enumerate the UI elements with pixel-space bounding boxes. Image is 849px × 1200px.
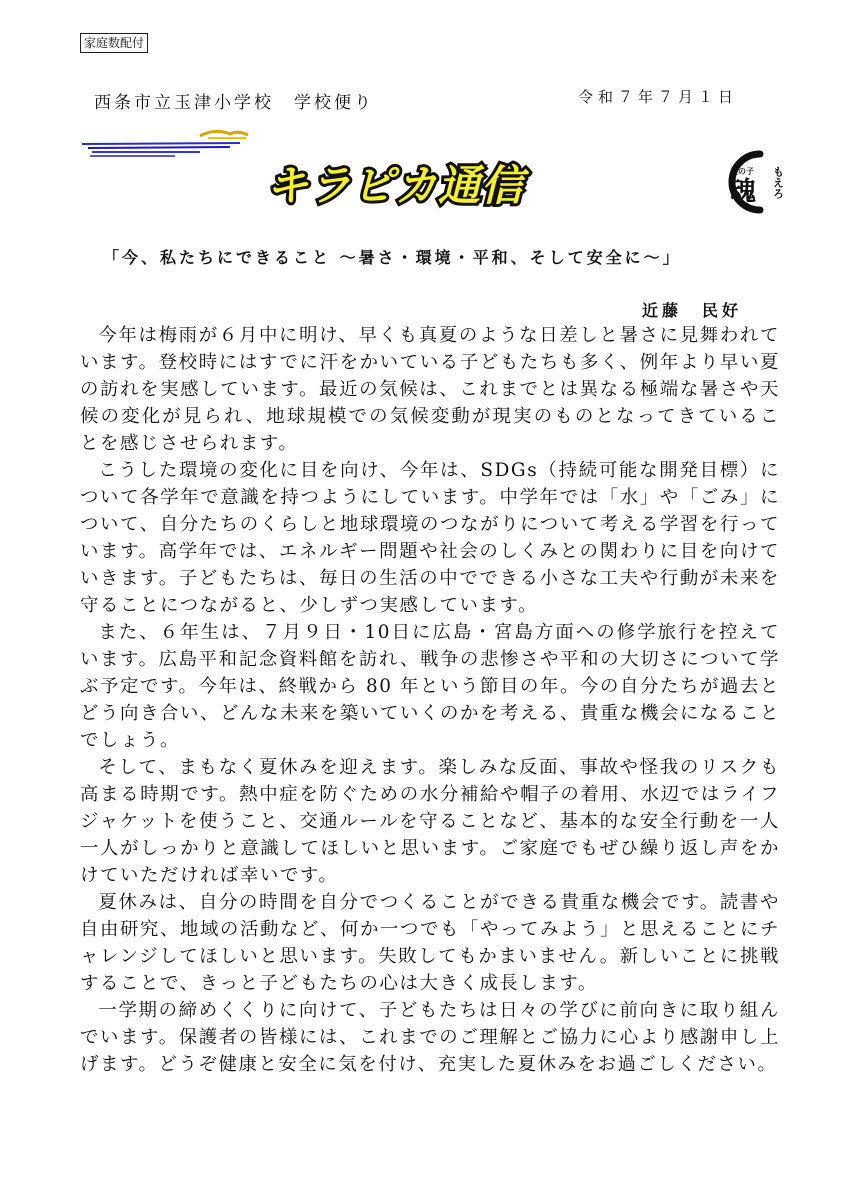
- logo-vertical-text: もえろ: [771, 166, 785, 199]
- article-headline: 「今、私たちにできること ～暑さ・環境・平和、そして安全に～」: [103, 248, 682, 267]
- school-logo: [716, 148, 792, 216]
- paragraph: また、６年生は、７月９日・10日に広島・宮島方面への修学旅行を控えています。広島平和記念資料館を訪れ、戦争の悲惨さや平和の大切さについて学ぶ予定です。今年は、終戦から 80 年という節目の年。今の自分たちが過去とどう向き合い、どんな未来を築いていくのかを考える、貴重な機会になることでしょう。: [80, 622, 780, 751]
- paragraph: 今年は梅雨が６月中に明け、早くも真夏のような日差しと暑さに見舞われています。登校時にはすでに汗をかいている子どもたちも多く、例年より早い夏の訪れを実感しています。最近の気候は、これまでとは異なる極端な暑さや天候の変化が見られ、地球規模での気候変動が現実のものとなってきていることを感じさせられます。: [80, 325, 780, 454]
- logo-sub-text: 玉の子: [730, 166, 754, 176]
- paragraph: そして、まもなく夏休みを迎えます。楽しみな反面、事故や怪我のリスクも高まる時期です。熱中症を防ぐための水分補給や帽子の着用、水辺ではライフジャケットを使うこと、交通ルールを守ることなど、基本的な安全行動を一人一人がしっかりと意識してほしいと思います。ご家庭でもぜひ繰り返し声をかけていただければ幸いです。: [80, 757, 780, 886]
- issue-date: 令和７年７月１日: [578, 88, 739, 106]
- distribution-tag: 家庭数配付: [80, 33, 148, 53]
- article-body: [80, 322, 780, 1078]
- school-name: 西条市立玉津小学校 学校便り: [94, 93, 374, 113]
- article-author: 近藤 民好: [642, 301, 743, 320]
- paragraph: 夏休みは、自分の時間を自分でつくることができる貴重な機会です。読書や自由研究、地域の活動など、何か一つでも「やってみよう」と思えることにチャレンジしてほしいと思います。失敗してもかまいません。新しいことに挑戦することで、きっと子どもたちの心は大きく成長します。: [80, 892, 780, 994]
- paragraph: こうした環境の変化に目を向け、今年は、SDGs（持続可能な開発目標）について各学年で意識を持つようにしています。中学年では「水」や「ごみ」について、自分たちのくらしと地球環境のつながりについて考える学習を行っています。高学年では、エネルギー問題や社会のしくみとの関わりに目を向けていきます。子どもたちは、毎日の生活の中でできる小さな工夫や行動が未来を守ることにつながると、少しずつ実感しています。: [80, 460, 780, 616]
- newsletter-title: キラピカ通信: [266, 161, 525, 210]
- wave-decoration: [80, 126, 270, 162]
- paragraph: 一学期の締めくくりに向けて、子どもたちは日々の学びに前向きに取り組んでいます。保護者の皆様には、これまでのご理解とご協力に心より感謝申し上げます。どうぞ健康と安全に気を付け、充実した夏休みをお過ごしください。: [80, 1000, 780, 1075]
- newsletter-title-banner: [258, 150, 588, 216]
- logo-main-char: 魂: [730, 177, 757, 207]
